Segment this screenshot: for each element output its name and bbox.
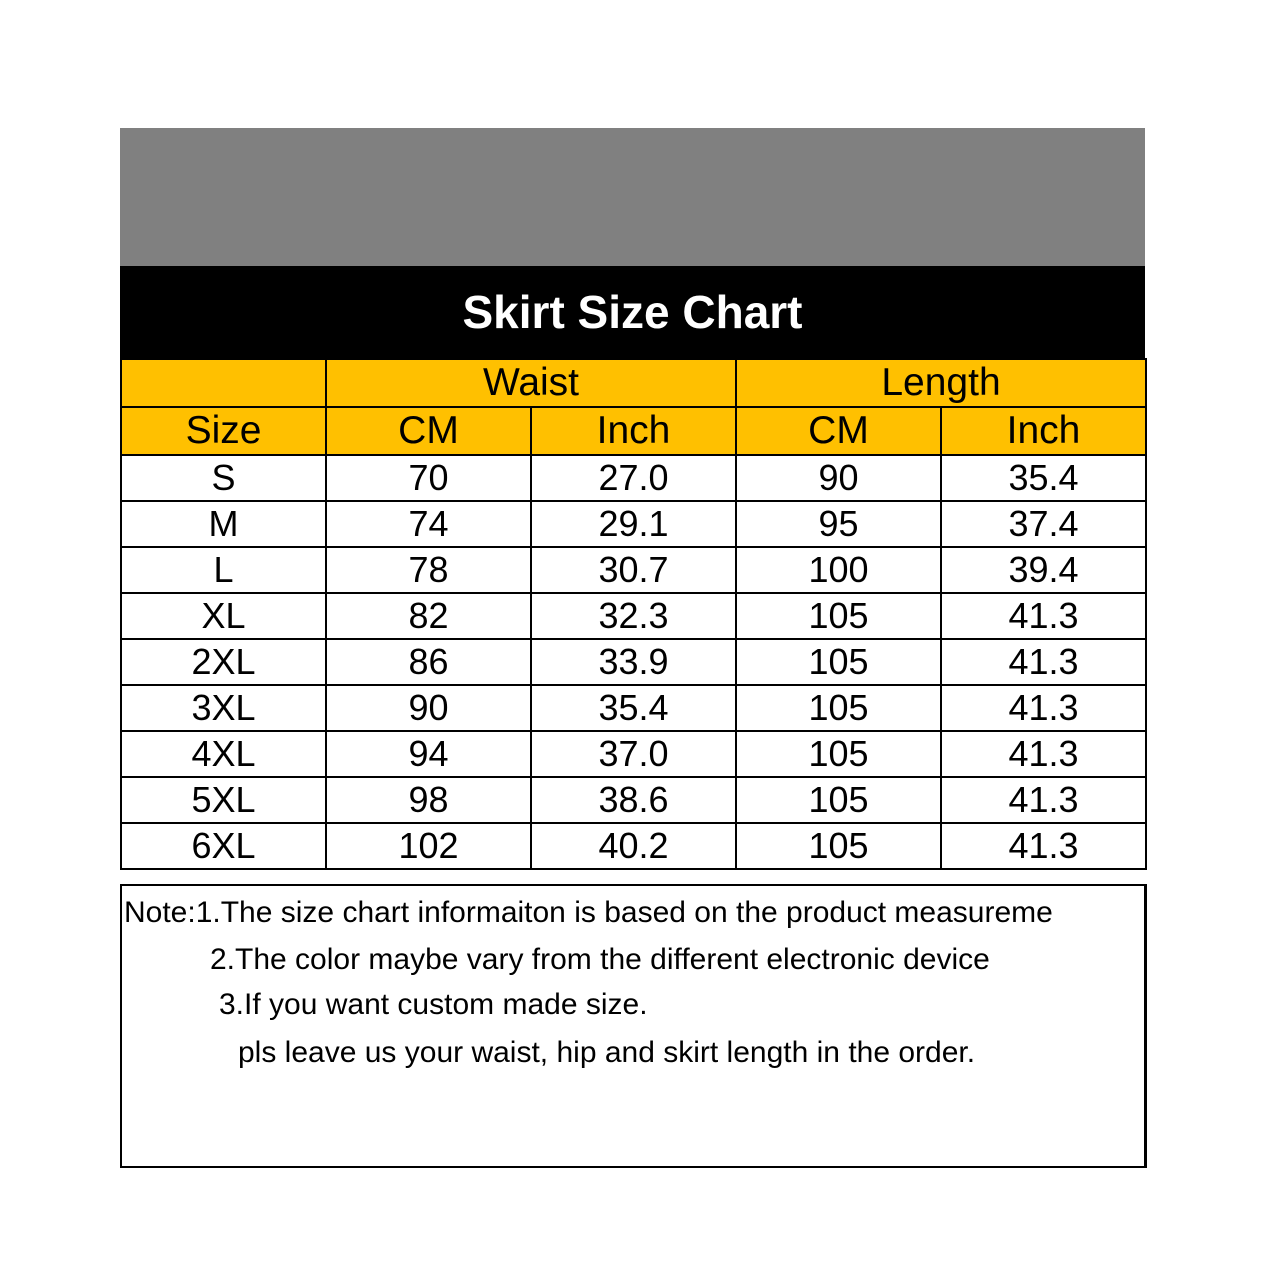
length-inch-cell: 41.3 <box>941 823 1146 869</box>
header-waist-cm: CM <box>326 407 531 455</box>
header-empty-cell <box>121 359 326 407</box>
length-cm-cell: 105 <box>736 685 941 731</box>
length-cm-cell: 105 <box>736 593 941 639</box>
waist-inch-cell: 40.2 <box>531 823 736 869</box>
waist-cm-cell: 102 <box>326 823 531 869</box>
table-row <box>121 685 1146 731</box>
table-row <box>121 823 1146 869</box>
length-cm-cell: 105 <box>736 777 941 823</box>
waist-inch-cell: 37.0 <box>531 731 736 777</box>
size-table <box>120 358 1147 870</box>
table-row <box>121 593 1146 639</box>
header-waist: Waist <box>326 359 736 407</box>
waist-inch-cell: 29.1 <box>531 501 736 547</box>
length-cm-cell: 100 <box>736 547 941 593</box>
waist-cm-cell: 74 <box>326 501 531 547</box>
notes-box <box>120 884 1147 1168</box>
header-waist-inch: Inch <box>531 407 736 455</box>
waist-cm-cell: 86 <box>326 639 531 685</box>
waist-inch-cell: 30.7 <box>531 547 736 593</box>
length-inch-cell: 41.3 <box>941 731 1146 777</box>
gray-banner <box>120 128 1145 266</box>
size-cell: 5XL <box>121 777 326 823</box>
size-cell: 2XL <box>121 639 326 685</box>
length-inch-cell: 41.3 <box>941 685 1146 731</box>
waist-cm-cell: 90 <box>326 685 531 731</box>
size-cell: L <box>121 547 326 593</box>
chart-title-bar <box>120 266 1145 358</box>
length-inch-cell: 41.3 <box>941 593 1146 639</box>
size-cell: 4XL <box>121 731 326 777</box>
length-inch-cell: 41.3 <box>941 639 1146 685</box>
chart-title: Skirt Size Chart <box>462 286 803 338</box>
note-line-4: pls leave us your waist, hip and skirt length in the order. <box>238 1036 976 1069</box>
header-column-row <box>121 407 1146 455</box>
note-line-1: Note:1.The size chart informaiton is based on the product measureme <box>124 896 1053 929</box>
length-cm-cell: 95 <box>736 501 941 547</box>
table-row <box>121 731 1146 777</box>
size-cell: XL <box>121 593 326 639</box>
length-cm-cell: 105 <box>736 639 941 685</box>
length-inch-cell: 37.4 <box>941 501 1146 547</box>
size-cell: S <box>121 455 326 501</box>
length-inch-cell: 41.3 <box>941 777 1146 823</box>
header-size: Size <box>121 407 326 455</box>
length-cm-cell: 90 <box>736 455 941 501</box>
table-row <box>121 639 1146 685</box>
waist-inch-cell: 27.0 <box>531 455 736 501</box>
header-group-row <box>121 359 1146 407</box>
waist-cm-cell: 82 <box>326 593 531 639</box>
header-length: Length <box>736 359 1146 407</box>
waist-inch-cell: 35.4 <box>531 685 736 731</box>
waist-cm-cell: 94 <box>326 731 531 777</box>
note-line-2: 2.The color maybe vary from the different electronic device <box>210 943 990 976</box>
size-cell: 3XL <box>121 685 326 731</box>
waist-inch-cell: 32.3 <box>531 593 736 639</box>
length-cm-cell: 105 <box>736 731 941 777</box>
waist-cm-cell: 98 <box>326 777 531 823</box>
length-inch-cell: 35.4 <box>941 455 1146 501</box>
length-inch-cell: 39.4 <box>941 547 1146 593</box>
header-length-inch: Inch <box>941 407 1146 455</box>
table-row <box>121 777 1146 823</box>
length-cm-cell: 105 <box>736 823 941 869</box>
size-cell: M <box>121 501 326 547</box>
waist-cm-cell: 78 <box>326 547 531 593</box>
waist-cm-cell: 70 <box>326 455 531 501</box>
waist-inch-cell: 38.6 <box>531 777 736 823</box>
header-length-cm: CM <box>736 407 941 455</box>
waist-inch-cell: 33.9 <box>531 639 736 685</box>
table-row <box>121 547 1146 593</box>
size-cell: 6XL <box>121 823 326 869</box>
note-line-3: 3.If you want custom made size. <box>219 988 648 1021</box>
table-row <box>121 455 1146 501</box>
table-row <box>121 501 1146 547</box>
